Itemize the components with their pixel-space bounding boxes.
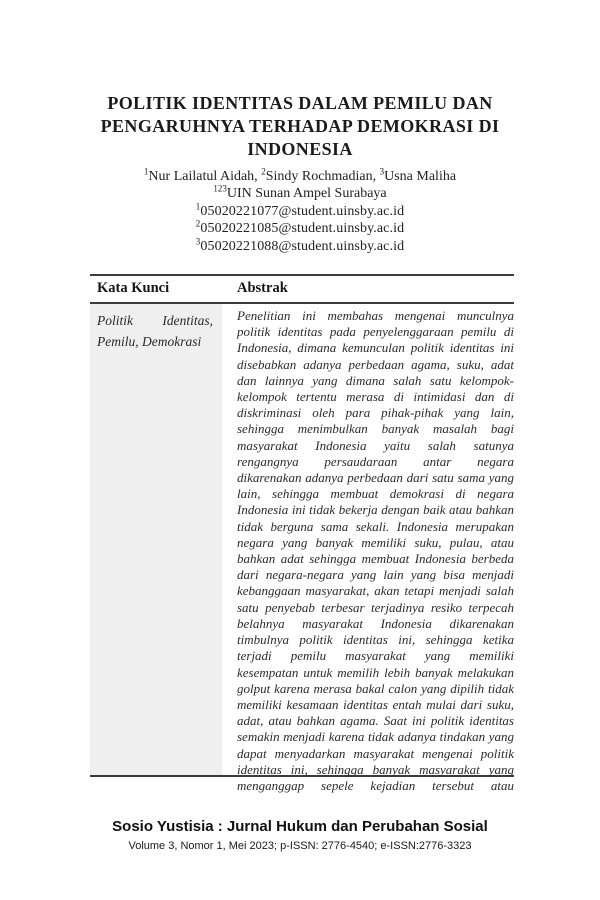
email-3-address: 05020221088@student.uinsby.ac.id [200,238,405,254]
abstract-cell [222,304,514,793]
affiliation-superscript: 123 [213,183,227,194]
author-1-email [0,203,600,220]
author-3-name: Usna Maliha [384,169,457,184]
abstract-text: Penelitian ini membahas mengenai munculnya politik identitas pada penyelenggaraan pemilu di Indonesia, dimana kemunculan politik identitas ini disebabkan adanya perbedaan agama, suku, adat dan lainnya yang dimana salah satu kelompok-kelompok tertentu merasa di intimidasi dan di diskriminasi oleh para pihak-pihak yang lain, sehingga menimbulkan banyak masalah bagi masyarakat Indonesia yaitu salah satunya rengangnya persaudaraan antar negara dikarenakan adanya perbedaan dari satu sama yang lain, sehingga membuat demokrasi di negara Indonesia ini tidak bekerja dengan baik atau bahkan tidak berguna sama sekali. Indonesia merupakan negara yang banyak memiliki suku, pulau, atau bahkan adat sehingga membuat Indonesia berbeda dari negara-negara yang lain yang bisa menjadi kebanggaan masyarakat, akan tetapi menjadi salah satu penyebab terbesar terjadinya resiko terpecah belahnya masyarakat Indonesia dikarenakan timbulnya politik identitas ini, sehingga ketika terjadi pemilu masyarakat yang memiliki kesempatan untuk memilih lebih banyak melakukan golput karena merasa bakal calon yang dipilih tidak memiliki kesamaan identitas entah mulai dari suku, adat, atau bahkan agama. Saat ini politik identitas semakin menjadi karena tidak adanya tindakan yang dapat menyadarkan masyarakat mengenai politik identitas ini, sehingga banyak masyarakat yang menganggap sepele kejadian tersebut atau [237,308,514,793]
abstract-table [90,274,514,793]
abstract-column-header: Abstrak [237,280,288,297]
author-2-superscript: 2 [261,166,266,177]
abstract-table-body-row [90,304,514,793]
journal-issue-info: Volume 3, Nomor 1, Mei 2023; p-ISSN: 2776-4540; e-ISSN:2776-3323 [128,840,472,852]
email-2-address: 05020221085@student.uinsby.ac.id [200,221,405,237]
email-1-address: 05020221077@student.uinsby.ac.id [200,203,405,219]
journal-footer [0,817,600,854]
paper-title-line-1: POLITIK IDENTITAS DALAM PEMILU DAN [107,93,493,113]
affiliation-line [0,185,600,202]
journal-name: Sosio Yustisia : Jurnal Hukum dan Perubahan Sosial [112,818,488,835]
keywords-column-header: Kata Kunci [97,280,170,297]
email-2-superscript: 2 [195,218,201,229]
author-affiliation-block [0,168,600,255]
paper-title [0,92,600,161]
author-3-email [0,235,600,255]
author-1-superscript: 1 [143,166,149,177]
paper-title-line-3: INDONESIA [247,139,353,159]
author-1-name: Nur Lailatul Aidah, [148,169,262,184]
email-3-superscript: 3 [195,235,201,246]
affiliation-name: UIN Sunan Ampel Surabaya [226,186,387,202]
email-1-superscript: 1 [195,201,201,212]
author-2-name: Sindy Rochmadian, [265,169,380,184]
author-3-superscript: 3 [379,166,385,177]
keywords-cell: Politik Identitas, Pemilu, Demokrasi [90,304,222,775]
authors-line [0,168,600,185]
paper-title-line-2: PENGARUHNYA TERHADAP DEMOKRASI DI [100,116,500,136]
abstract-table-header-row [90,276,514,304]
author-2-email [0,220,600,237]
